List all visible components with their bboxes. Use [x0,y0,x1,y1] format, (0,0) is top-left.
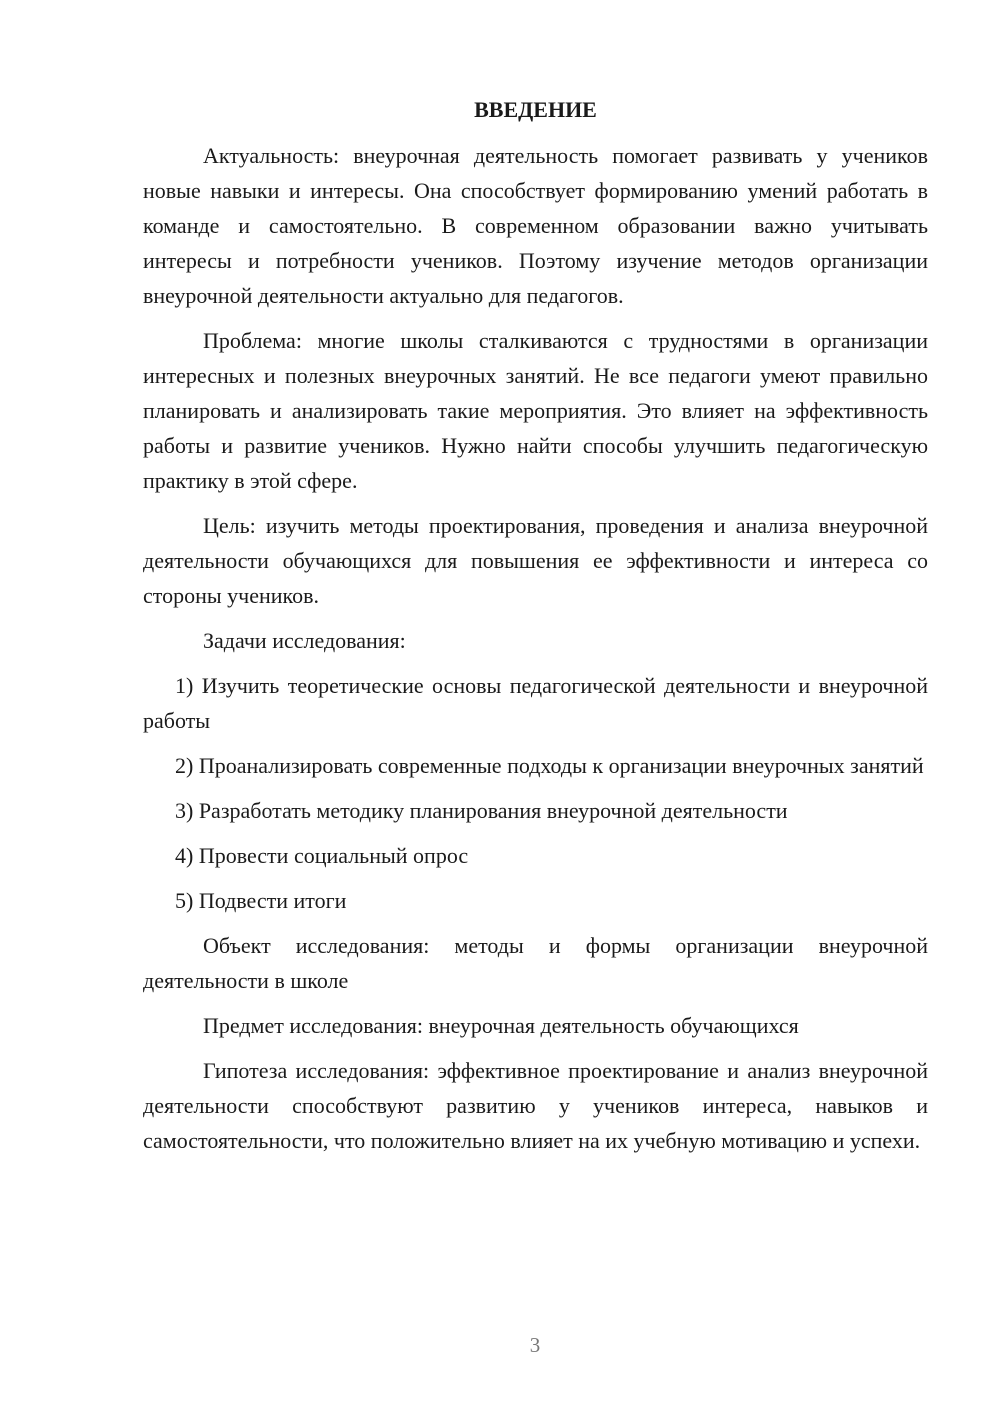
paragraph-problem: Проблема: многие школы сталкиваются с трудностями в организации интересных и полезных внеурочных занятий. Не все педагоги умеют правильно планировать и анализировать такие мероприятия. Это влияет на эффективность работы и развитие учеников. Нужно найти способы улучшить педагогическую практику в этой сфере. [143,328,928,493]
task-item-2: 2) Проанализировать современные подходы к организации внеурочных занятий [175,753,924,778]
paragraph-object: Объект исследования: методы и формы организации внеурочной деятельности в школе [143,933,928,993]
paragraph-hypothesis: Гипотеза исследования: эффективное проектирование и анализ внеурочной деятельности способствуют развитию у учеников интереса, навыков и самостоятельности, что положительно влияет на их учебную мотивацию и успехи. [143,1058,928,1153]
task-item-5: 5) Подвести итоги [175,888,347,913]
task-item-1: 1) Изучить теоретические основы педагогической деятельности и внеурочной работы [143,673,928,733]
paragraph-relevance: Актуальность: внеурочная деятельность помогает развивать у учеников новые навыки и интересы. Она способствует формированию умений работать в команде и самостоятельно. В современном образовании важно учитывать интересы и потребности учеников. Поэтому изучение методов организации внеурочной деятельности актуально для педагогов. [143,143,928,308]
paragraph-goal: Цель: изучить методы проектирования, проведения и анализа внеурочной деятельности обучающихся для повышения ее эффективности и интереса со стороны учеников. [143,513,928,608]
task-item-3: 3) Разработать методику планирования внеурочной деятельности [175,798,788,823]
paragraph-subject: Предмет исследования: внеурочная деятельность обучающихся [203,1013,799,1038]
document-page [143,92,928,1168]
section-title: ВВЕДЕНИЕ [474,97,597,122]
tasks-heading: Задачи исследования: [203,628,406,653]
task-item-4: 4) Провести социальный опрос [175,843,469,868]
page-number: 3 [529,1333,541,1357]
